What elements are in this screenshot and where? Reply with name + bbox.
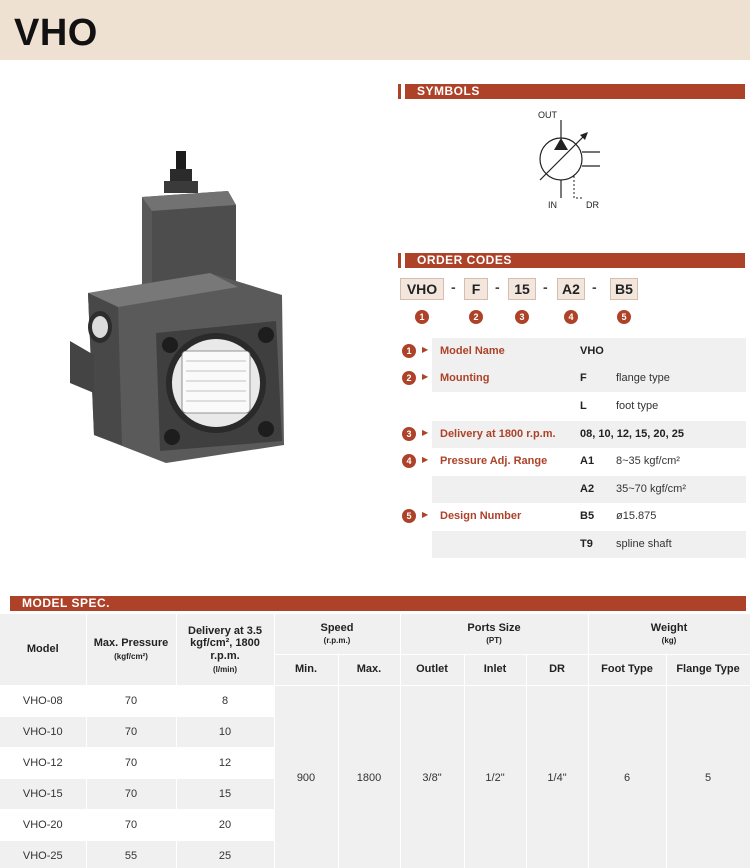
page-title: VHO bbox=[14, 12, 98, 54]
order-code-value: T9 bbox=[580, 538, 593, 550]
col-header-dr: DR bbox=[526, 654, 588, 685]
code-number-badge: 3 bbox=[515, 310, 529, 324]
table-row bbox=[0, 685, 750, 716]
code-number-badge: 4 bbox=[564, 310, 578, 324]
code-box-delivery: 15 bbox=[508, 278, 536, 300]
symbols-heading-text: SYMBOLS bbox=[417, 84, 480, 98]
pressure-cell: 70 bbox=[86, 809, 176, 840]
col-header-speed: Speed (r.p.m.) bbox=[274, 614, 400, 654]
order-code-description: 35~70 kgf/cm² bbox=[616, 483, 687, 495]
pressure-cell: 55 bbox=[86, 840, 176, 868]
arrow-icon: ▶ bbox=[422, 455, 429, 464]
order-code-description: flange type bbox=[616, 372, 670, 384]
model-cell: VHO-15 bbox=[0, 778, 86, 809]
number-badge: 5 bbox=[402, 509, 416, 523]
order-codes-heading-text: ORDER CODES bbox=[417, 253, 512, 267]
order-code-row bbox=[400, 393, 746, 420]
model-spec-heading-text: MODEL SPEC. bbox=[22, 596, 110, 610]
delivery-cell: 8 bbox=[176, 685, 274, 716]
order-code-description: 8~35 kgf/cm² bbox=[616, 455, 680, 467]
pressure-cell: 70 bbox=[86, 778, 176, 809]
order-code-value: A2 bbox=[580, 483, 595, 495]
symbol-in-label: IN bbox=[548, 200, 557, 210]
order-code-label: Model Name bbox=[440, 345, 505, 357]
col-header-max-pressure: Max. Pressure (kgf/cm²) bbox=[86, 614, 176, 685]
delivery-cell: 12 bbox=[176, 747, 274, 778]
order-code-value: A1 bbox=[580, 455, 595, 467]
model-cell: VHO-10 bbox=[0, 716, 86, 747]
speed-max-cell: 1800 bbox=[338, 685, 400, 868]
arrow-icon: ▶ bbox=[422, 372, 429, 381]
code-dash: - bbox=[592, 279, 597, 295]
order-code-row bbox=[400, 531, 746, 558]
col-header-delivery: Delivery at 3.5 kgf/cm², 1800 r.p.m. (l/min) bbox=[176, 614, 274, 685]
order-code-value: F bbox=[580, 372, 587, 384]
number-badge: 2 bbox=[402, 371, 416, 385]
order-code-description: foot type bbox=[616, 400, 659, 412]
flange-weight-cell: 5 bbox=[666, 685, 750, 868]
order-code-row bbox=[400, 365, 746, 392]
order-code-value: 08, 10, 12, 15, 20, 25 bbox=[580, 428, 684, 440]
delivery-cell: 10 bbox=[176, 716, 274, 747]
title-bar bbox=[0, 0, 750, 60]
col-header-speed-min: Min. bbox=[274, 654, 338, 685]
model-cell: VHO-08 bbox=[0, 685, 86, 716]
pressure-cell: 70 bbox=[86, 716, 176, 747]
order-code-description: spline shaft bbox=[616, 538, 672, 550]
outlet-cell: 3/8" bbox=[400, 685, 464, 868]
number-badge: 1 bbox=[402, 344, 416, 358]
pressure-cell: 70 bbox=[86, 685, 176, 716]
arrow-icon: ▶ bbox=[422, 428, 429, 437]
number-badge: 3 bbox=[402, 427, 416, 441]
symbols-heading bbox=[405, 84, 745, 99]
order-code-label: Delivery at 1800 r.p.m. bbox=[440, 428, 556, 440]
pump-image bbox=[60, 145, 300, 475]
col-header-speed-max: Max. bbox=[338, 654, 400, 685]
code-number-badge: 2 bbox=[469, 310, 483, 324]
delivery-cell: 25 bbox=[176, 840, 274, 868]
code-dash: - bbox=[495, 279, 500, 295]
foot-weight-cell: 6 bbox=[588, 685, 666, 868]
order-code-value: B5 bbox=[580, 510, 595, 522]
symbol-dr-label: DR bbox=[586, 200, 599, 210]
hydraulic-symbol bbox=[520, 104, 620, 214]
order-code-value: L bbox=[580, 400, 587, 412]
code-box-pressure: A2 bbox=[557, 278, 585, 300]
model-cell: VHO-12 bbox=[0, 747, 86, 778]
delivery-cell: 20 bbox=[176, 809, 274, 840]
order-code-label: Design Number bbox=[440, 510, 522, 522]
model-cell: VHO-20 bbox=[0, 809, 86, 840]
pressure-cell: 70 bbox=[86, 747, 176, 778]
order-code-example bbox=[400, 278, 660, 328]
code-dash: - bbox=[451, 279, 456, 295]
order-code-value: VHO bbox=[580, 345, 604, 357]
delivery-cell: 15 bbox=[176, 778, 274, 809]
order-code-row bbox=[400, 476, 746, 503]
model-cell: VHO-25 bbox=[0, 840, 86, 868]
inlet-cell: 1/2" bbox=[464, 685, 526, 868]
model-spec-table bbox=[0, 614, 750, 868]
order-code-description: ø15.875 bbox=[616, 510, 657, 522]
order-codes-heading bbox=[405, 253, 745, 268]
col-header-model: Model bbox=[0, 614, 86, 685]
col-header-flange-type: Flange Type bbox=[666, 654, 750, 685]
order-code-row bbox=[400, 338, 746, 365]
arrow-icon: ▶ bbox=[422, 510, 429, 519]
col-header-inlet: Inlet bbox=[464, 654, 526, 685]
code-number-badge: 5 bbox=[617, 310, 631, 324]
number-badge: 4 bbox=[402, 454, 416, 468]
code-number-badge: 1 bbox=[415, 310, 429, 324]
code-box-model: VHO bbox=[400, 278, 444, 300]
speed-min-cell: 900 bbox=[274, 685, 338, 868]
code-box-mounting: F bbox=[464, 278, 488, 300]
col-header-ports: Ports Size (PT) bbox=[400, 614, 588, 654]
arrow-icon: ▶ bbox=[422, 345, 429, 354]
order-code-label: Mounting bbox=[440, 372, 490, 384]
code-box-design: B5 bbox=[610, 278, 638, 300]
order-code-row bbox=[400, 448, 746, 475]
order-code-row bbox=[400, 503, 746, 530]
symbol-out-label: OUT bbox=[538, 110, 557, 120]
code-dash: - bbox=[543, 279, 548, 295]
dr-cell: 1/4" bbox=[526, 685, 588, 868]
col-header-outlet: Outlet bbox=[400, 654, 464, 685]
col-header-weight: Weight (kg) bbox=[588, 614, 750, 654]
model-spec-heading bbox=[10, 596, 746, 611]
order-code-label: Pressure Adj. Range bbox=[440, 455, 548, 467]
pump-symbol-icon bbox=[520, 104, 620, 214]
col-header-foot-type: Foot Type bbox=[588, 654, 666, 685]
order-code-row bbox=[400, 421, 746, 448]
